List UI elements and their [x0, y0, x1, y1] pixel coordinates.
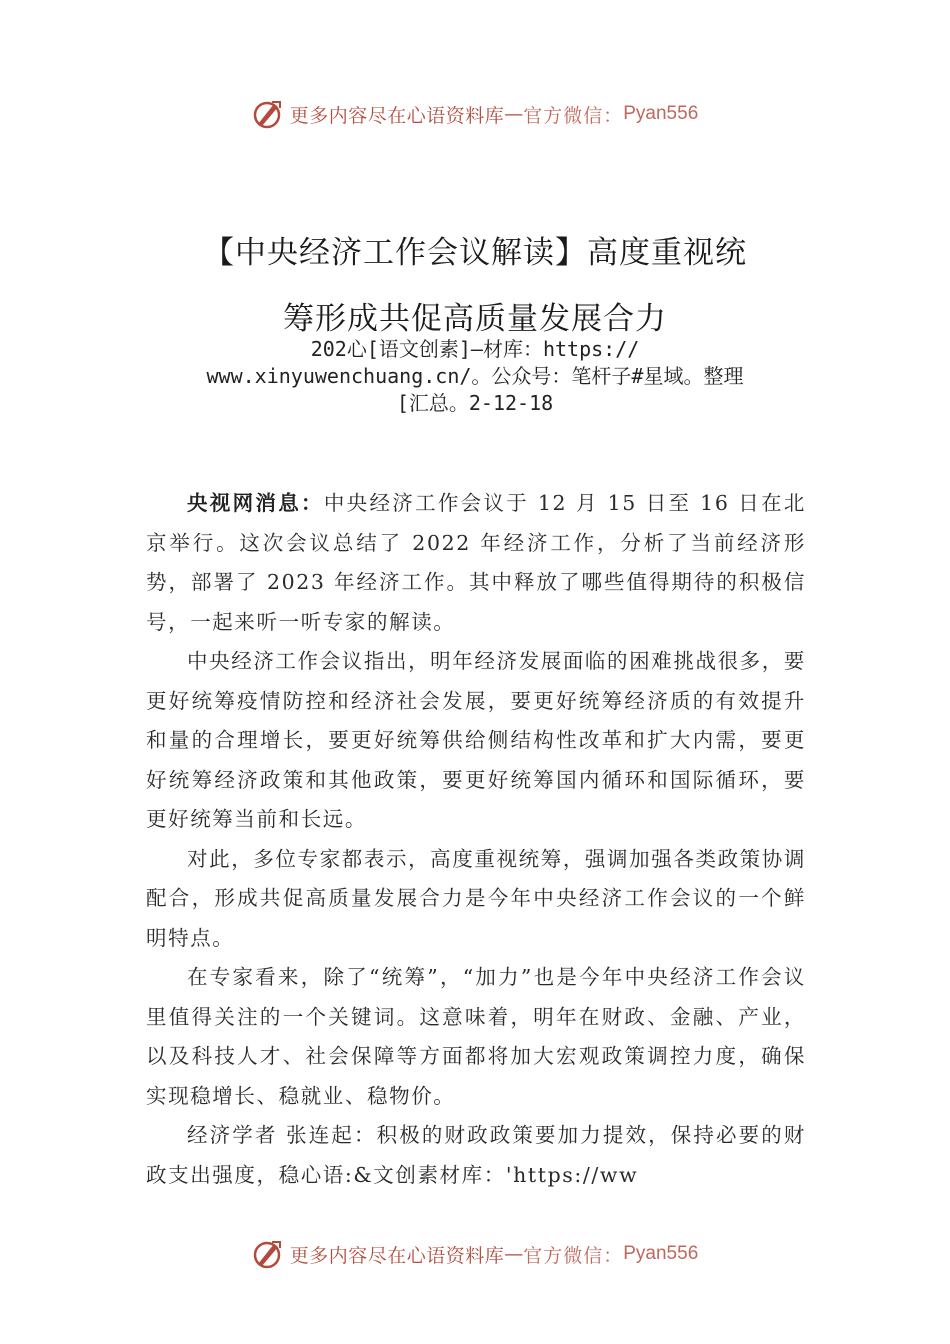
meta-line-2: www.xinyuwenchuang.cn/。公众号：笔杆子#星域。整理 [206, 364, 744, 388]
meta-line-1: 202心[语文创素]—材库：https:// [310, 337, 640, 361]
pen-logo-icon [252, 1238, 284, 1270]
footer-watermark-banner [0, 1234, 950, 1274]
pen-logo-icon [252, 98, 284, 130]
source-meta [120, 336, 830, 417]
paragraph-2: 中央经济工作会议指出，明年经济发展面临的困难挑战很多，要更好统筹疫情防控和经济社会发展，要更好统筹经济质的有效提升和量的合理增长，要更好统筹供给侧结构性改革和扩大内需，要更好统筹经济政策和其他政策，要更好统筹国内循环和国际循环，要更好统筹当前和长远。 [146, 649, 806, 831]
header-watermark-banner [0, 94, 950, 134]
paragraph-lead: 央视网消息： [187, 491, 324, 515]
banner-wechat-label: 官方微信： [523, 1244, 624, 1267]
paragraph-text: 中央经济工作会议于 12 月 15 日至 16 日在北京举行。这次会议总结了 2022 年经济工作，分析了当前经济形势，部署了 2023 年经济工作。其中释放了哪些值得期待的积极信号，一起来听一听专家的解读。 [146, 491, 806, 634]
banner-text: 更多内容尽在心语资料库 [289, 104, 505, 127]
banner-dash: — [504, 103, 524, 125]
banner-wechat-id: Pyan556 [623, 1243, 699, 1264]
article-body [146, 484, 806, 1195]
document-title-line-2: 筹形成共促高质量发展合力 [283, 300, 667, 337]
meta-line-3: [汇总。2-12-18 [396, 391, 554, 415]
banner-wechat-id: Pyan556 [623, 103, 699, 124]
banner-text: 更多内容尽在心语资料库 [289, 1244, 505, 1267]
banner-dash: — [504, 1243, 524, 1265]
paragraph-5: 经济学者 张连起：积极的财政政策要加力提效，保持必要的财政支出强度，稳心语:&文创素材库：'https://ww [146, 1123, 806, 1187]
document-title-line-1: 【中央经济工作会议解读】高度重视统 [203, 234, 747, 271]
paragraph-3: 对此，多位专家都表示，高度重视统筹，强调加强各类政策协调配合，形成共促高质量发展合力是今年中央经济工作会议的一个鲜明特点。 [146, 846, 806, 950]
paragraph-1 [146, 484, 806, 642]
paragraph-4: 在专家看来，除了“统筹”，“加力”也是今年中央经济工作会议里值得关注的一个关键词。这意味着，明年在财政、金融、产业，以及科技人才、社会保障等方面都将加大宏观政策调控力度，确保实现稳增长、稳就业、稳物价。 [146, 965, 806, 1108]
banner-wechat-label: 官方微信： [523, 104, 624, 127]
